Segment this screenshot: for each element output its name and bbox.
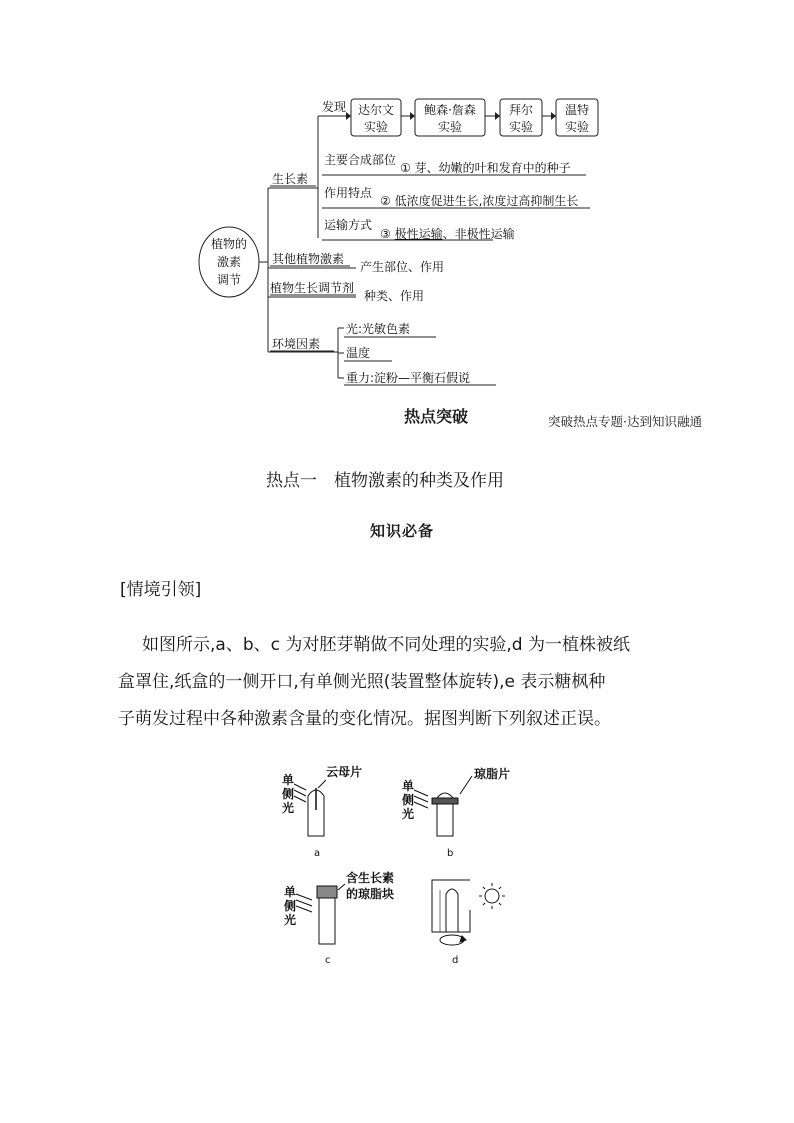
coleoptile-c xyxy=(319,898,335,944)
caption-d: d xyxy=(452,955,459,966)
concept-map xyxy=(0,0,794,400)
c-light-2: 侧 xyxy=(284,899,297,913)
environment-item-3: 重力:淀粉—平衡石假说 xyxy=(346,371,471,385)
exp-4-line-2: 实验 xyxy=(564,120,590,134)
box-d xyxy=(432,880,470,932)
root-line-3: 调节 xyxy=(216,273,242,287)
a-light-2: 侧 xyxy=(282,787,295,801)
exp-1-line-2: 实验 xyxy=(363,120,389,134)
arrow-icon xyxy=(495,112,500,120)
exp-2-line-1: 鲍森·詹森 xyxy=(424,103,476,117)
exp-3-line-1: 拜尔 xyxy=(508,103,534,117)
a-light-3: 光 xyxy=(282,801,295,815)
transport-underlined: 极性运输 xyxy=(394,227,443,241)
c-light-1: 单 xyxy=(284,885,297,899)
b-light-3: 光 xyxy=(402,807,415,821)
growth-label: 生长素 xyxy=(272,172,309,186)
hotspot-title: 热点一 植物激素的种类及作用 xyxy=(266,471,504,491)
arrow-icon xyxy=(551,112,556,120)
root-line-2: 激素 xyxy=(216,255,242,269)
b-light-2: 侧 xyxy=(402,793,415,807)
sun-icon xyxy=(485,889,499,903)
banner-title: 热点突破 xyxy=(403,407,468,426)
exp-3-line-2: 实验 xyxy=(508,120,534,134)
exp-4-line-1: 温特 xyxy=(564,103,590,117)
question-paragraph xyxy=(118,627,678,738)
a-label: 云母片 xyxy=(326,765,363,779)
caption-b: b xyxy=(447,848,454,859)
environment-item-2: 温度 xyxy=(346,346,371,360)
feature-label: 作用特点 xyxy=(324,186,373,200)
transport-label: 运输方式 xyxy=(324,218,373,232)
caption-c: c xyxy=(325,955,331,966)
exp-2-line-2: 实验 xyxy=(437,120,463,134)
context-label: [情境引领] xyxy=(120,580,202,600)
b-light-1: 单 xyxy=(402,779,415,793)
regulators-value: 种类、作用 xyxy=(364,289,425,303)
agar-slice xyxy=(432,798,458,804)
discovery-label: 发现 xyxy=(322,100,347,114)
feature-value: ② 低浓度促进生长,浓度过高抑制生长 xyxy=(380,194,579,208)
synthesis-label: 主要合成部位 xyxy=(324,153,397,167)
root-line-1: 植物的 xyxy=(210,237,248,251)
environment-item-1: 光:光敏色素 xyxy=(346,322,411,336)
experiment-figure xyxy=(0,750,794,980)
environment-label: 环境因素 xyxy=(272,337,321,351)
arrow-icon xyxy=(346,112,351,120)
synthesis-value: ① 芽、幼嫩的叶和发育中的种子 xyxy=(400,161,571,175)
paragraph-line-1: 如图所示,a、b、c 为对胚芽鞘做不同处理的实验,d 为一植株被纸 xyxy=(142,635,630,655)
c-light-3: 光 xyxy=(284,913,297,927)
other-hormones-value: 产生部位、作用 xyxy=(360,260,445,274)
paragraph-line-2: 盒罩住,纸盒的一侧开口,有单侧光照(装置整体旋转),e 表示糖枫种 xyxy=(118,672,606,692)
knowledge-label: 知识必备 xyxy=(370,522,435,540)
transport-value: ③ 极性运输、非极性运输 xyxy=(380,227,515,241)
caption-a: a xyxy=(314,848,321,859)
other-hormones-label: 其他植物激素 xyxy=(272,252,345,266)
regulators-label: 植物生长调节剂 xyxy=(270,281,355,295)
agar-block xyxy=(317,886,337,898)
arrow-icon xyxy=(410,112,415,120)
c-label-1: 含生长素 xyxy=(346,871,395,885)
b-label: 琼脂片 xyxy=(474,767,511,781)
exp-1-line-1: 达尔文 xyxy=(357,103,395,117)
coleoptile-b xyxy=(437,804,453,836)
a-light-1: 单 xyxy=(282,773,295,787)
paragraph-line-3: 子萌发过程中各种激素含量的变化情况。据图判断下列叙述正误。 xyxy=(118,709,611,729)
banner-subtitle: 突破热点专题·达到知识融通 xyxy=(548,414,702,429)
c-label-2: 的琼脂块 xyxy=(346,887,395,901)
